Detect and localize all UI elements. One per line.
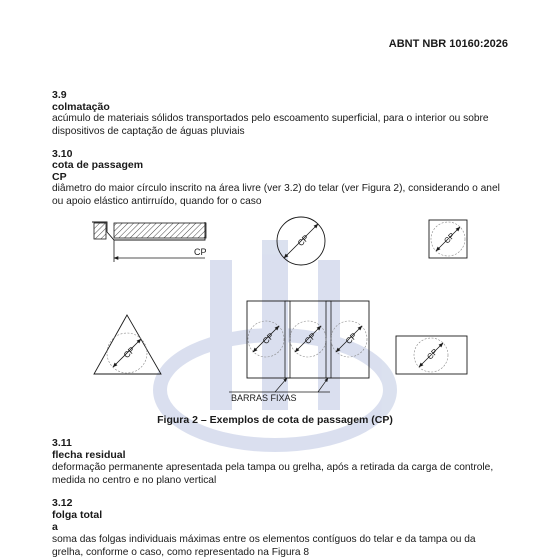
- section-term: colmatação: [52, 101, 110, 113]
- section-number: 3.11: [52, 437, 72, 449]
- fixed-bars-drawing: [229, 301, 369, 403]
- rectangle-cp-label: CP: [425, 347, 440, 362]
- section-term: cota de passagem: [52, 159, 144, 171]
- square-cp-label: CP: [442, 231, 457, 246]
- section-abbreviation: a: [52, 521, 58, 533]
- circle-cp-label: CP: [295, 232, 311, 249]
- bar-gap-cp-label: CP: [302, 330, 318, 347]
- section-cp-label: CP: [194, 247, 207, 257]
- section-abbreviation: CP: [52, 171, 67, 183]
- triangle-cp-label: CP: [121, 344, 137, 361]
- section-number: 3.12: [52, 497, 73, 509]
- standard-code: ABNT NBR 10160:2026: [388, 38, 508, 50]
- section-term: flecha residual: [52, 449, 126, 461]
- square-opening-drawing: [429, 220, 467, 258]
- section-number: 3.10: [52, 148, 73, 160]
- bar-gap-cp-label: CP: [343, 330, 359, 347]
- figure-caption: Figura 2 – Exemplos de cota de passagem (CP): [157, 414, 393, 426]
- bars-label: BARRAS FIXAS: [231, 393, 297, 403]
- section-detail-drawing: [92, 222, 207, 262]
- triangle-opening-drawing: [94, 315, 161, 374]
- section-definition: diâmetro do maior círculo inscrito na área livre (ver 3.2) do telar (ver Figura 2), considerando o anel ou apoio elástico antirruído, quando for o caso: [52, 183, 500, 207]
- bar-gap-cp-label: CP: [260, 330, 276, 347]
- rectangle-opening-drawing: [396, 336, 467, 374]
- section-term: folga total: [52, 509, 103, 521]
- section-definition: deformação permanente apresentada pela tampa ou grelha, após a retirada da carga de controle, medida no centro e no plano vertical: [52, 462, 494, 486]
- section-definition: soma das folgas individuais máximas entre os elementos contíguos do telar e da tampa ou da grelha, conforme o caso, como representado na Figura 8: [52, 534, 476, 558]
- section-definition: acúmulo de materiais sólidos transportados pelo escoamento superficial, para o interior ou sobre dispositivos de captação de águas pluviais: [52, 113, 489, 137]
- section-number: 3.9: [52, 89, 67, 101]
- circle-opening-drawing: [277, 217, 325, 265]
